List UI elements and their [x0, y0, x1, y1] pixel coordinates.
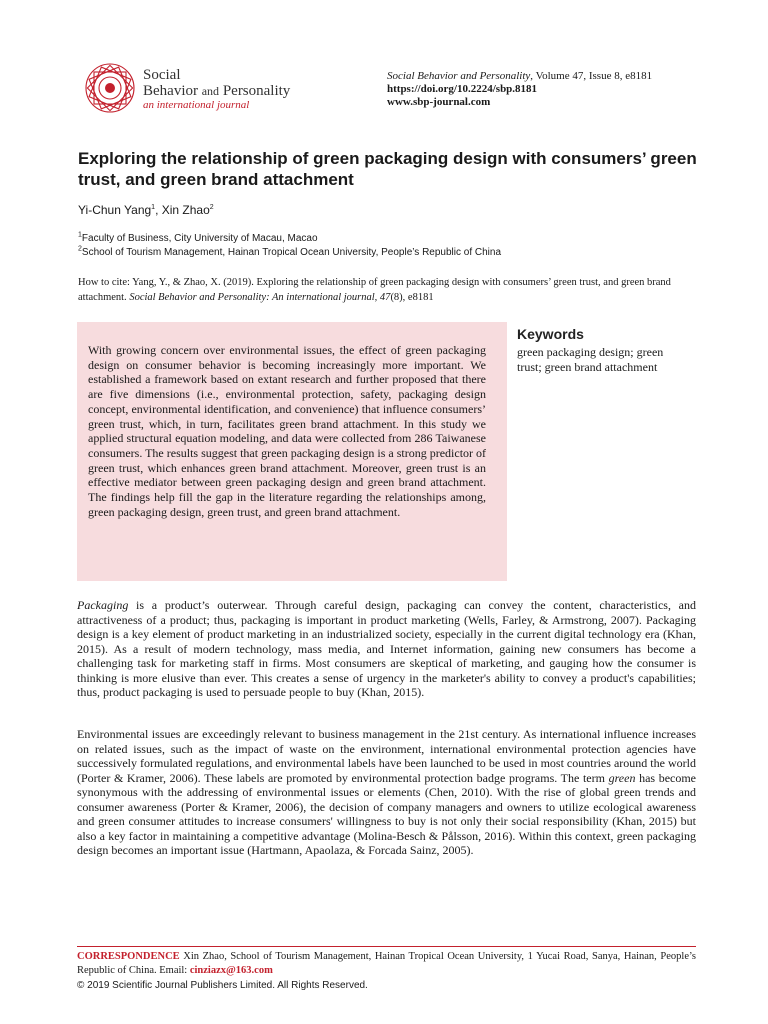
affiliations: [78, 232, 501, 260]
correspondence: [77, 950, 696, 977]
author-name: Xin Zhao: [161, 203, 210, 217]
journal-name-personality: Personality: [222, 83, 291, 99]
journal-name-behavior: Behavior: [143, 83, 198, 99]
affiliation-superscript: 2: [78, 245, 82, 253]
correspondence-text: Xin Zhao, School of Tourism Management, Hainan Tropical Ocean University, 1 Yucai Road, Sanya, Hainan, People’s Republic of China. Email:: [77, 951, 696, 976]
citation-volume: , Volume 47, Issue 8, e8181: [530, 70, 653, 82]
keywords-section: [517, 326, 677, 375]
how-to-cite-text: How to cite: Yang, Y., & Zhao, X. (2019). Exploring the relationship of green packaging design with consumers’ green trust, and green brand attachment.: [78, 277, 671, 303]
doi-link[interactable]: https://doi.org/10.2224/sbp.8181: [387, 83, 538, 95]
body-emphasis: green: [608, 770, 636, 785]
footer-divider: [77, 946, 696, 947]
affiliation-2: School of Tourism Management, Hainan Tropical Ocean University, People’s Republic of China: [81, 247, 502, 258]
body-text: Environmental issues are exceedingly relevant to business management in the 21st century. As international influence increases on related issues, such as the impact of waste on the environment, international environmental protection agencies have successively formulated regulations, and environmental labels have been launched to be used in most countries around the world (Porter & Kramer, 2006). These labels are promoted by environmental protection badge programs. The term: [77, 727, 696, 785]
authors: [78, 203, 214, 217]
author-superscript: 1: [151, 204, 156, 211]
body-paragraph: [77, 727, 696, 858]
author-superscript: 2: [209, 204, 214, 211]
citation-block: [387, 70, 652, 109]
website-link[interactable]: www.sbp-journal.com: [387, 96, 491, 108]
copyright-notice: © 2019 Scientific Journal Publishers Limited. All Rights Reserved.: [77, 980, 368, 991]
body-text: has become synonymous with the addressing of environmental issues or elements (Chen, 2010). With the rise of global green trends and consumer awareness (Porter & Kramer, 2006), the decision of company managers and owners to utilize ecological awareness and green consumer attitudes to increase consumers' willingness to buy is not only their social responsibility (Khan, 2015) but also a key factor in maintaining a competitive advantage (Molina-Besch & Pålsson, 2016). Within this context, green packaging design becomes an important issue (Hartmann, Apaolaza, & Forcada Sainz, 2005).: [77, 770, 697, 857]
abstract-text: With growing concern over environmental issues, the effect of green packaging design on consumer behavior is becoming increasingly more important. We established a framework based on extant research and further proposed that there are five dimensions (i.e., environmental protection, safety, packaging design concept, environmental identification, and convenience) that influence consumers’ green trust, which, in turn, facilitates green brand attachment. In this study we applied structural equation modeling, and data were collected from 286 Taiwanese consumers. The results suggest that green packaging design is a strong predictor of green trust, which enhances green brand attachment. Moreover, green trust is an effective mediator between green packaging design and green brand attachment. The findings help fill the gap in the literature regarding the relationships among, green packaging design, green trust, and green brand attachment.: [88, 343, 487, 519]
citation-journal: Social Behavior and Personality: [387, 70, 531, 82]
journal-name-and: and: [201, 84, 220, 98]
author-name: Yi-Chun Yang: [78, 203, 152, 217]
journal-name: [143, 67, 290, 99]
correspondence-email-link[interactable]: cinziazx@163.com: [189, 964, 273, 976]
how-to-cite-issue: (8), e8181: [390, 291, 434, 303]
abstract-box: [77, 322, 507, 581]
correspondence-label: CORRESPONDENCE: [77, 951, 180, 962]
journal-name-line1: Social: [143, 67, 181, 83]
affiliation-1: Faculty of Business, City University of Macau, Macao: [81, 233, 318, 244]
article-title: Exploring the relationship of green packaging design with consumers’ green trust, and green brand attachment: [78, 149, 697, 189]
affiliation-superscript: 1: [78, 231, 82, 239]
keywords-heading: Keywords: [517, 326, 584, 342]
body-paragraph: [77, 598, 696, 700]
how-to-cite: [78, 276, 696, 305]
body-text: is a product’s outerwear. Through careful design, packaging can convey the content, characteristics, and attractiveness of a product; thus, packaging is important in product marketing (Wells, Farley, & Armstrong, 2007). Packaging design is a key element of product marketing in an industrialized society, especially in the current digital technology era (Khan, 2015). As a result of modern technology, mass media, and Internet information, gaining new consumers has become a challenging task for marketing staff in firms. Most consumers are skeptical of marketing, and gauging how the consumer is thinking is more elusive than ever. This creates a sense of urgency in the marketer's ability to convey a product's capabilities; thus, product packaging is used to persuade people to buy (Khan, 2015).: [77, 598, 696, 699]
journal-logo-icon: [80, 58, 140, 118]
body-emphasis: Packaging: [77, 598, 129, 612]
author-separator: ,: [155, 203, 162, 217]
journal-subtitle: an international journal: [143, 99, 250, 111]
how-to-cite-journal: Social Behavior and Personality: An international journal, 47: [129, 291, 391, 303]
keywords-text: green packaging design; green trust; green brand attachment: [517, 345, 664, 374]
